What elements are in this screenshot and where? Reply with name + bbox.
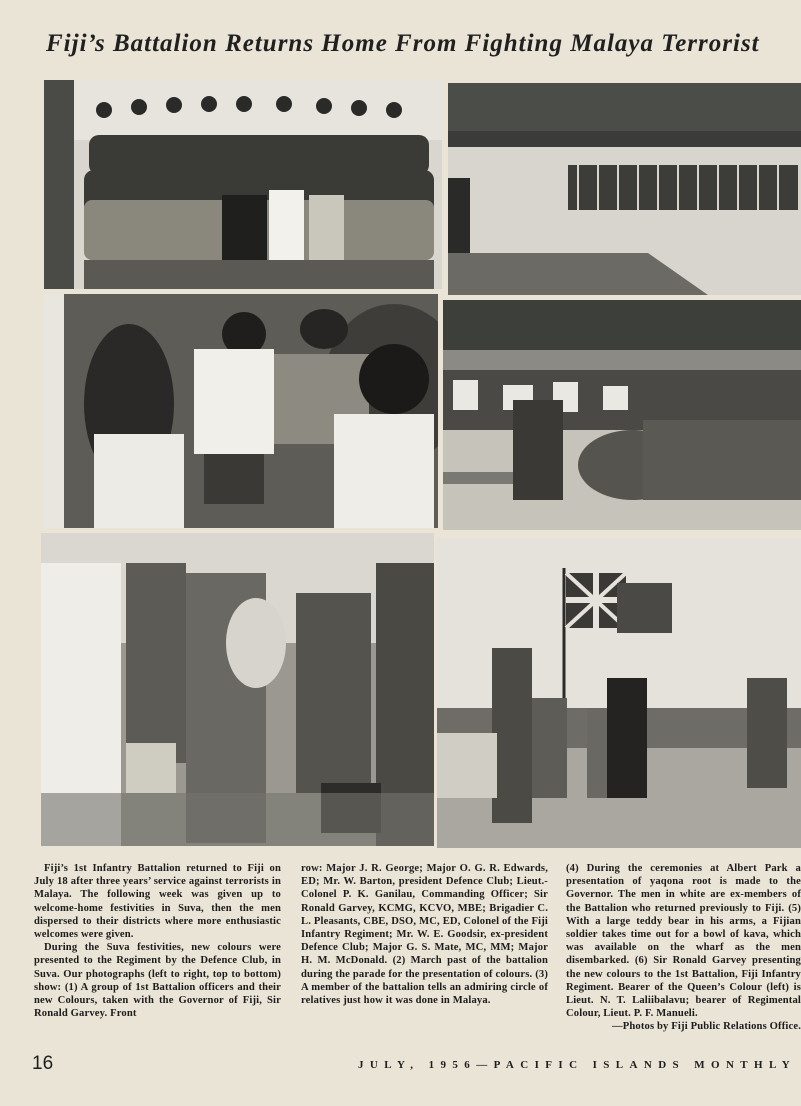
caption-column-1: [34, 862, 281, 1020]
caption-paragraph: (4) During the ceremonies at Albert Park a presentation of yaqona root is made to the Governor. The men in white are ex-members of the Battalion who returned previously to Fiji. (5) With a large teddy bear in his arms, a Fijian soldier takes time out for a bowl of kava, which was available on the wharf as the men disembarked. (6) Sir Ronald Garvey presenting the new colours to the 1st Battalion, Fiji Infantry Regiment. Bearer of the Queen’s Colour (left) is Lieut. N. T. Laliibalavu; bearer of Regimental Colour, Lieut. P. F. Manueli.: [566, 863, 801, 1020]
photo-march-past: [448, 83, 801, 295]
photo-yaqona-presentation: [443, 300, 801, 530]
page-footer: JULY, 1956—PACIFIC ISLANDS MONTHLY: [358, 1059, 797, 1071]
caption-paragraph: During the Suva festivities, new colours were presented to the Regiment by the Defence Club, in Suva. Our photographs (left to right, top to bottom) show: (1) A group of 1st Battalion officers and their new Colours, taken with the Governor of Fiji, Sir Ronald Garvey. Front: [34, 942, 281, 1020]
photo-soldier-relatives: [44, 294, 438, 528]
photo-credit: —Photos by Fiji Public Relations Office.: [611, 1021, 801, 1033]
caption-paragraph: row: Major J. R. George; Major O. G. R. Edwards, ED; Mr. W. Barton, president Defence Club; Lieut.-Colonel P. K. Ganilau, Commanding Officer; Sir Ronald Garvey, KCMG, KCVO, MBE; Brigadier C. L. Pleasants, CBE, DSO, MC, ED, Colonel of the Fiji Infantry Regiment; Mr. W. E. Goodsir, ex-president Defence Club; Major G. S. Mate, MC, MM; Major H. M. McDonald. (2) March past of the battalion during the parade for the presentation of colours. (3) A member of the battalion tells an admiring circle of relatives just how it was done in Malaya.: [301, 863, 548, 1007]
photo-teddy-bear-soldier: [41, 533, 434, 846]
photo-colours-presentation: [437, 538, 801, 848]
caption-paragraph: Fiji’s 1st Infantry Battalion returned to Fiji on July 18 after three years’ service against terrorists in Malaya. The following week was given up to welcome-home festivities in Suva, then the men dispersed to their districts where more enthusiastic welcomes were given.: [34, 863, 281, 941]
caption-column-3: [566, 862, 801, 1034]
caption-column-2: [301, 862, 548, 1007]
article-headline: Fiji’s Battalion Returns Home From Fighting Malaya Terrorist: [46, 30, 760, 57]
page-number: 16: [32, 1053, 54, 1074]
photo-officers-group: [44, 80, 442, 289]
